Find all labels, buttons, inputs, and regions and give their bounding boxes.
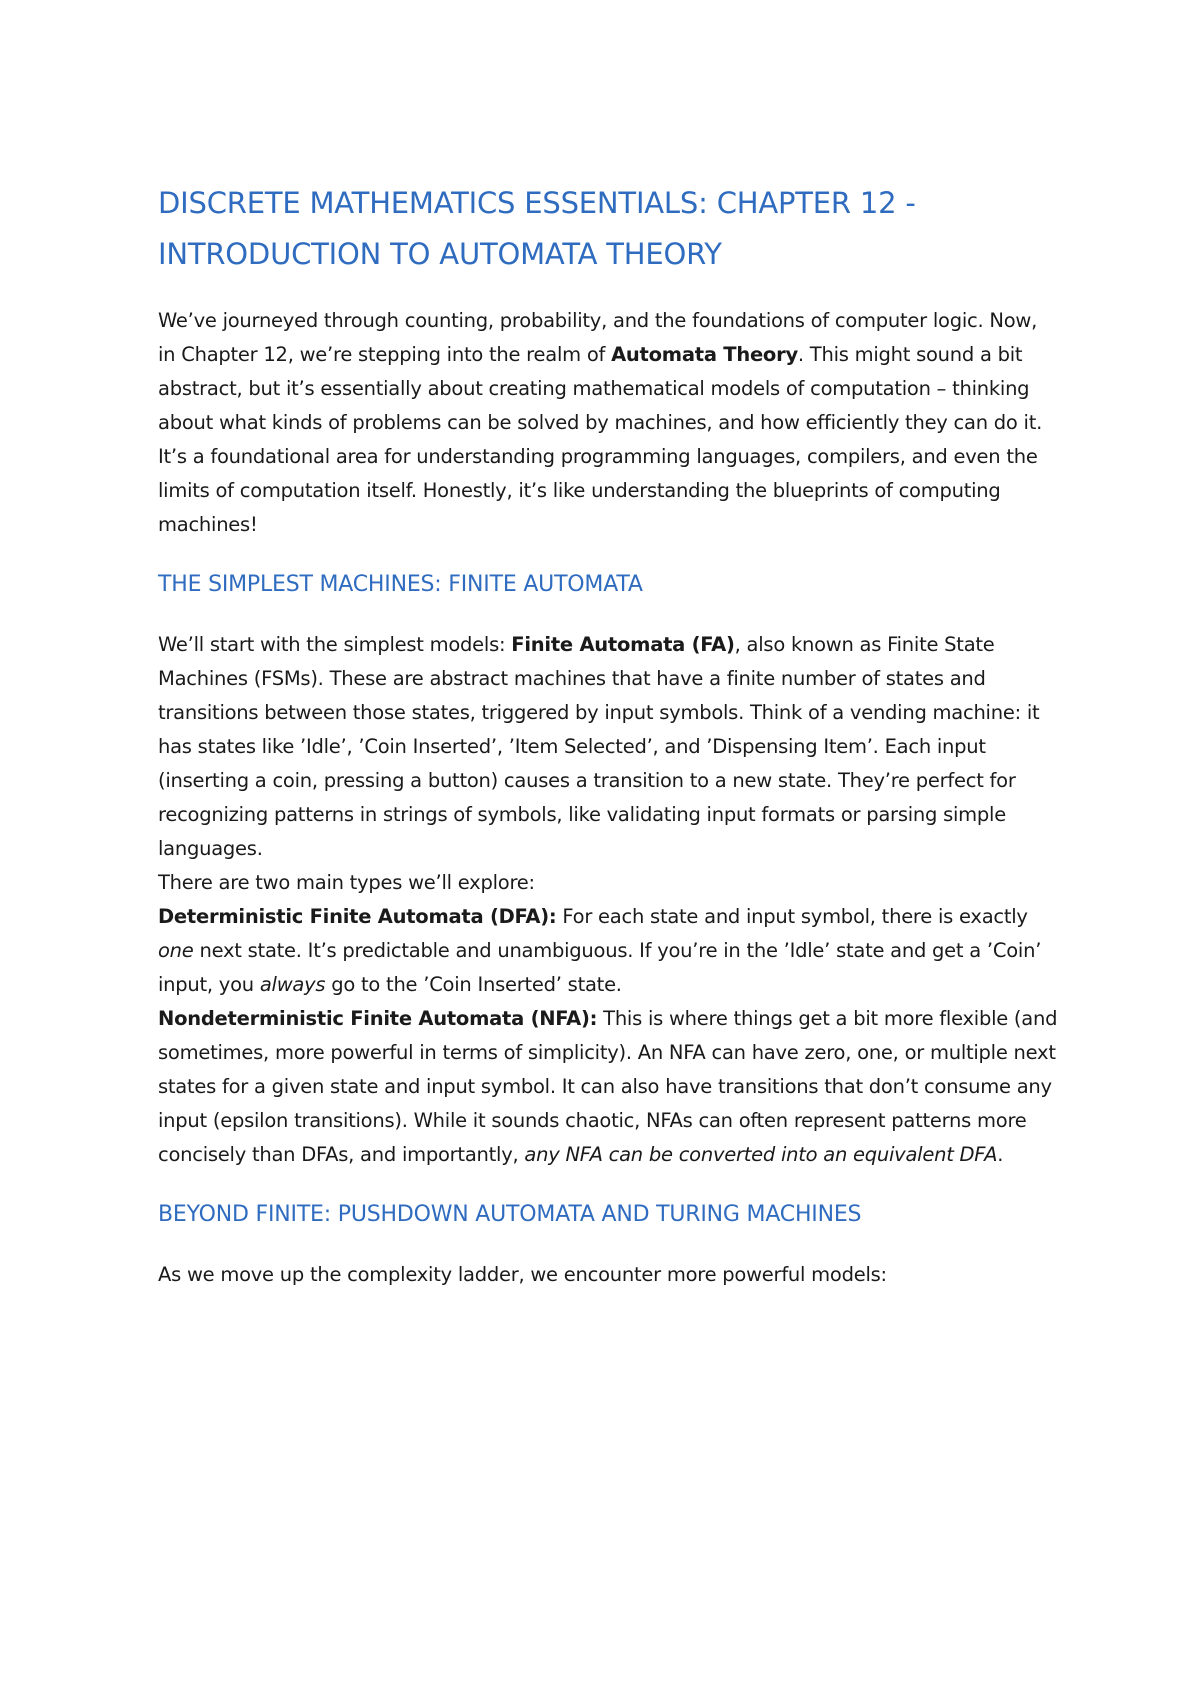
fa-bold-term: Finite Automata (FA) bbox=[511, 633, 735, 656]
nfa-term: Nondeterministic Finite Automata (NFA): bbox=[158, 1007, 598, 1030]
beyond-finite-paragraph: As we move up the complexity ladder, we encounter more powerful models: bbox=[158, 1263, 887, 1286]
fa-paragraph bbox=[158, 628, 1058, 866]
dfa-text-2: next state. It’s predictable and unambiguous. If you’re in the ’Idle’ state and get a ’Coin’ input, you bbox=[158, 939, 1042, 996]
dfa-emphasis-one: one bbox=[158, 939, 194, 962]
dfa-emphasis-always: always bbox=[259, 973, 326, 996]
intro-paragraph bbox=[158, 304, 1058, 542]
nfa-emphasis-conversion: any NFA can be converted into an equivalent DFA bbox=[524, 1143, 998, 1166]
fa-text-1: We’ll start with the simplest models: bbox=[158, 633, 512, 656]
dfa-term: Deterministic Finite Automata (DFA): bbox=[158, 905, 557, 928]
intro-bold-term: Automata Theory bbox=[611, 343, 798, 366]
nfa-text-1: This is where things get a bit more flexible (and sometimes, more powerful in terms of simplicity). An NFA can have zero, one, or multiple next states for a given state and input symbol. It can also have transitions that don’t consume any input (epsilon transitions). While it sounds chaotic, NFAs can often represent patterns more concisely than DFAs, and importantly, bbox=[158, 1007, 1058, 1166]
fa-text-2: , also known as Finite State Machines (FSMs). These are abstract machines that have a finite number of states and transitions between those states, triggered by input symbols. Think of a vending machine: it has states like ’Idle’, ’Coin Inserted’, ’Item Selected’, and ’Dispensing Item’. Each input (inserting a coin, pressing a button) causes a transition to a new state. They’re perfect for recognizing patterns in strings of symbols, like validating input formats or parsing simple languages. bbox=[158, 633, 1040, 860]
dfa-text-1: For each state and input symbol, there is exactly bbox=[556, 905, 1028, 928]
page-title: DISCRETE MATHEMATICS ESSENTIALS: CHAPTER 12 - INTRODUCTION TO AUTOMATA THEORY bbox=[158, 186, 916, 271]
nfa-paragraph bbox=[158, 1002, 1058, 1172]
types-intro-paragraph: There are two main types we’ll explore: bbox=[158, 871, 535, 894]
section-heading-finite-automata: THE SIMPLEST MACHINES: FINITE AUTOMATA bbox=[158, 572, 643, 597]
intro-text-1: We’ve journeyed through counting, probability, and the foundations of computer logic. Now, in Chapter 12, we’re stepping into the realm of bbox=[158, 309, 1038, 366]
section-heading-beyond-finite: BEYOND FINITE: PUSHDOWN AUTOMATA AND TURING MACHINES bbox=[158, 1202, 862, 1227]
dfa-text-3: go to the ’Coin Inserted’ state. bbox=[325, 973, 622, 996]
dfa-paragraph bbox=[158, 900, 1058, 1002]
intro-text-2: . This might sound a bit abstract, but it’s essentially about creating mathematical models of computation – thinking about what kinds of problems can be solved by machines, and how efficiently they can do it. It’s a foundational area for understanding programming languages, compilers, and even the limits of computation itself. Honestly, it’s like understanding the blueprints of computing machines! bbox=[158, 343, 1043, 536]
document-page bbox=[158, 178, 1058, 1292]
nfa-text-2: . bbox=[997, 1143, 1004, 1166]
